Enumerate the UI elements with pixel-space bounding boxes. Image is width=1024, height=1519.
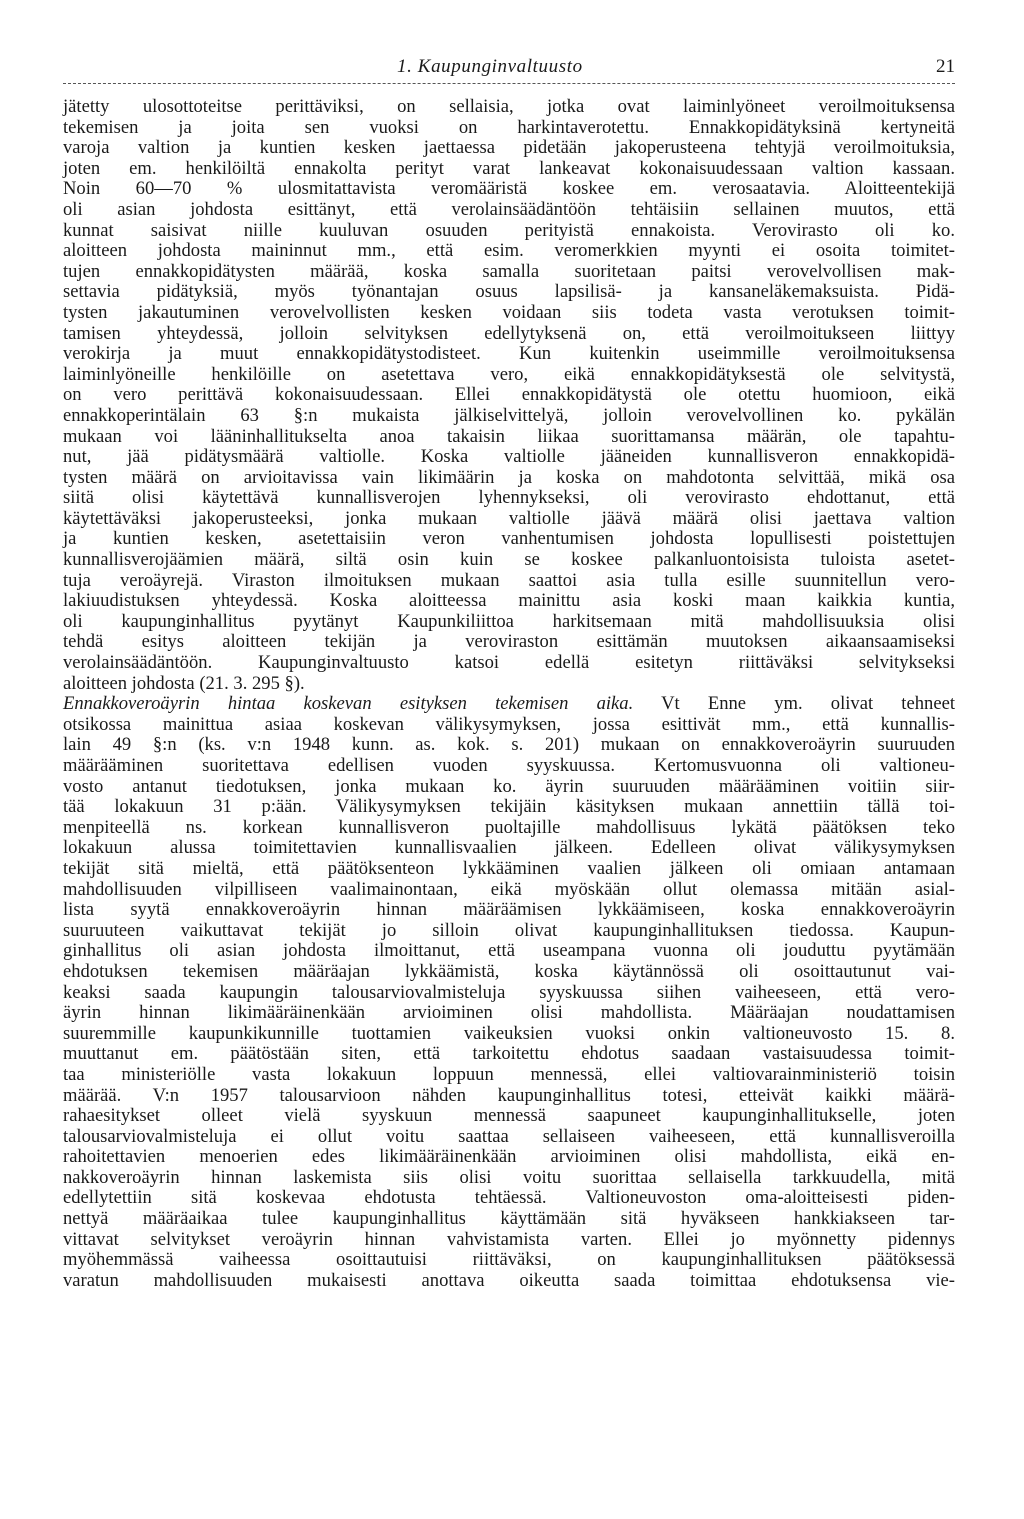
text-line: lakiuudistuksen yhteydessä. Koska aloitteessa mainittu asia koski maan kaikkia kuntia, <box>63 590 955 612</box>
text-line: nettyä määräaikaa tulee kaupunginhallitus käyttämään sitä hyväkseen hankkiakseen tar- <box>63 1208 955 1230</box>
paragraph-1 <box>63 97 955 694</box>
text-line: joten em. henkilöiltä ennakolta perityt varat lankeavat kokonaisuudessaan valtion kassaan. <box>63 157 955 179</box>
text-line: nut, jää pidätysmäärä valtiolle. Koska valtiolle jääneiden kunnallisveron ennakkopidä- <box>63 446 955 468</box>
text-line: tysten jakautuminen verovelvollisten kesken voidaan siis todeta vasta verotuksen toimit- <box>63 301 955 323</box>
text-line: suuruuteen vaikuttavat tekijät jo silloin olivat kaupunginhallituksen tiedossa. Kaupun- <box>63 919 955 941</box>
text-line: tujen ennakkopidätysten määrää, koska samalla suoritetaan paitsi verovelvollisen mak- <box>63 260 955 282</box>
text-line: tuja veroäyrejä. Viraston ilmoituksen mukaan saattoi asia tulla esille suunnitellun vero- <box>63 569 955 591</box>
text-line: tää lokakuun 31 p:ään. Välikysymyksen tekijäin käsityksen mukaan annettiin tällä toi- <box>63 796 955 818</box>
header-rule <box>63 83 955 84</box>
text-line: taa ministeriölle vasta lokakuun loppuun mennessä, ellei valtiovarainministeriö toisin <box>63 1063 955 1085</box>
document-page <box>63 56 955 1291</box>
text-line: mahdollisuuden vilpilliseen vaalimainontaan, eikä myöskään ollut olemassa mitään asial- <box>63 878 955 900</box>
text-line: lista syytä ennakkoveroäyrin hinnan määräämisen lykkäämiseen, koska ennakkoveroäyrin <box>63 899 955 921</box>
text-line: on vero perittävä kokonaisuudessaan. Ellei ennakkopidätystä ole otettu huomioon, eikä <box>63 384 955 406</box>
section-subheading: Ennakkoveroäyrin hintaa koskevan esityksen tekemisen aika. <box>63 693 634 715</box>
text-line: keaksi saada kaupungin talousarviovalmisteluja syyskuussa siihen vaiheeseen, että vero- <box>63 981 955 1003</box>
text-line: rahoitettavien menoerien edes likimääräinenkään arvioiminen olisi mahdollista, eikä en- <box>63 1146 955 1168</box>
text-line: tysten määrä on arvioitavissa vain likimäärin ja koska on mahdotonta selvittää, mikä osa <box>63 466 955 488</box>
chapter-title: 1. Kaupunginvaltuusto <box>397 56 583 77</box>
text-line: määrää. V:n 1957 talousarvioon nähden kaupunginhallitus totesi, etteivät kaikki määrä- <box>63 1084 955 1106</box>
subhead-text: Vt Enne ym. olivat tehneet <box>633 693 955 715</box>
text-line: ehdotuksen tekemisen määräajan lykkäämistä, koska käytännössä oli osoittautunut vai- <box>63 960 955 982</box>
text-line: aloitteen johdosta (21. 3. 295 §). <box>63 672 305 694</box>
text-line: äyrin hinnan likimääräinenkään arvioiminen olisi mahdollista. Määräajan noudattamisen <box>63 1002 955 1024</box>
text-line: tehdä esitys aloitteen tekijän ja veroviraston esittämän muutoksen aikaansaamiseksi <box>63 631 955 653</box>
text-line: kunnat saisivat niille kuuluvan osuuden perityistä ennakoista. Verovirasto oli ko. <box>63 219 955 241</box>
text-line: varatun mahdollisuuden mukaisesti anottava oikeutta saada toimittaa ehdotuksensa vie- <box>63 1269 955 1291</box>
text-line: muuttanut em. päätöstään siten, että tarkoitettu ehdotus saadaan vastaisuudessa toimit- <box>63 1043 955 1065</box>
text-line: nakkoveroäyrin hinnan laskemista siis olisi voitu suorittaa sellaisella tarkkuudella, mitä <box>63 1166 955 1188</box>
text-line: settavia pidätyksiä, myös työnantajan osuus lapsilisä- ja kansaneläkemaksuista. Pidä- <box>63 281 955 303</box>
text-line: tekemisen ja joita sen vuoksi on harkintaverotettu. Ennakkopidätyksinä kertyneitä <box>63 116 955 138</box>
body-text <box>63 97 955 1291</box>
text-line: verokirja ja muut ennakkopidätystodisteet. Kun kuitenkin useimmille veroilmoituksensa <box>63 343 955 365</box>
running-head <box>63 56 955 86</box>
text-line: rahaesitykset olleet vielä syyskuun mennessä saapuneet kaupunginhallitukselle, joten <box>63 1105 955 1127</box>
text-line: lokakuun alussa toimitettavien kunnallisvaalien jälkeen. Edelleen olivat välikysymyksen <box>63 837 955 859</box>
text-line: menpiteellä ns. korkean kunnallisveron puoltajille mahdollisuus lykätä päätöksen teko <box>63 816 955 838</box>
page-number: 21 <box>936 56 955 77</box>
text-line: myöhemmässä vaiheessa osoittautuisi riittäväksi, on kaupunginhallituksen päätöksessä <box>63 1249 955 1271</box>
text-line: jätetty ulosottoteitse perittäviksi, on sellaisia, jotka ovat laiminlyöneet veroilmoituksensa <box>63 96 955 117</box>
text-line: ginhallitus oli asian johdosta ilmoittanut, että useampana vuonna oli jouduttu pyytämään <box>63 940 955 962</box>
text-line: edellytettiin sitä koskevaa ehdotusta tehtäessä. Valtioneuvoston oma-aloitteisesti piden- <box>63 1187 955 1209</box>
paragraph-2 <box>63 694 955 1291</box>
text-line: määrääminen suoritettava edellisen vuoden syyskuussa. Kertomusvuonna oli valtioneu- <box>63 755 955 776</box>
text-line: verolainsäädäntöön. Kaupunginvaltuusto katsoi edellä esitetyn riittäväksi selvitykseksi <box>63 652 955 674</box>
text-line: suuremmille kaupunkikunnille tuottamien vaikeuksien vuoksi onkin valtioneuvosto 15. 8. <box>63 1022 955 1044</box>
text-line: tamisen yhteydessä, jolloin selvityksen edellytyksenä on, että veroilmoitukseen liittyy <box>63 322 955 344</box>
text-line: oli kaupunginhallitus pyytänyt Kaupunkiliittoa harkitsemaan mitä mahdollisuuksia olisi <box>63 610 955 632</box>
text-line: aloitteen johdosta maininnut mm., että esim. veromerkkien myynti ei osoita toimitet- <box>63 240 955 262</box>
text-line: vosto antanut tiedotuksen, jonka mukaan ko. äyrin suuruuden määrääminen voitiin siir- <box>63 775 955 797</box>
text-line: talousarviovalmisteluja ei ollut voitu saattaa sellaiseen vaiheeseen, että kunnallisveroilla <box>63 1125 955 1147</box>
text-line: Noin 60—70 % ulosmitattavista veromääristä koskee em. verosaatavia. Aloitteentekijä <box>63 178 955 200</box>
subhead-line <box>63 694 955 715</box>
text-line: tekijät sitä mieltä, että päätöksenteon lykkääminen vaalien jälkeen oli omiaan antamaan <box>63 857 955 879</box>
text-line: laiminlyöneille henkilöille on asetettava vero, eikä ennakkopidätyksestä ole selvitystä, <box>63 363 955 385</box>
text-line: käytettäväksi jakoperusteeksi, jonka mukaan valtiolle jäävä määrä olisi jaettava valtion <box>63 507 955 529</box>
text-line: lain 49 §:n (ks. v:n 1948 kunn. as. kok. s. 201) mukaan on ennakkoveroäyrin suuruuden <box>63 734 955 756</box>
text-line: mukaan voi lääninhallitukselta anoa takaisin liikaa suorittamansa määrän, ole tapahtu- <box>63 425 955 447</box>
text-line: kunnallisverojäämien määrä, siltä osin kuin se koskee palkanluontoisista tuloista asetet- <box>63 549 955 571</box>
text-line: oli asian johdosta esittänyt, että verolainsäädäntöön tehtäisiin sellainen muutos, että <box>63 198 955 220</box>
text-line: otsikossa mainittua asiaa koskevan välikysymyksen, jossa esittivät mm., että kunnallis- <box>63 713 955 735</box>
text-line: ja kuntien kesken, asetettaisiin veron vanhentumisen johdosta lopullisesti poistettujen <box>63 528 955 550</box>
text-line: siitä olisi käytettävä kunnallisverojen lyhennykseksi, oli verovirasto ehdottanut, että <box>63 487 955 509</box>
text-line: ennakkoperintälain 63 §:n mukaista jälkiselvittelyä, jolloin verovelvollinen ko. pykälän <box>63 404 955 426</box>
text-line: varoja valtion ja kuntien kesken jaettaessa pidetään jakoperusteena tehtyjä veroilmoituksia, <box>63 137 955 159</box>
text-line: vittavat selvitykset veroäyrin hinnan vahvistamista varten. Ellei jo myönnetty pidennys <box>63 1228 955 1250</box>
